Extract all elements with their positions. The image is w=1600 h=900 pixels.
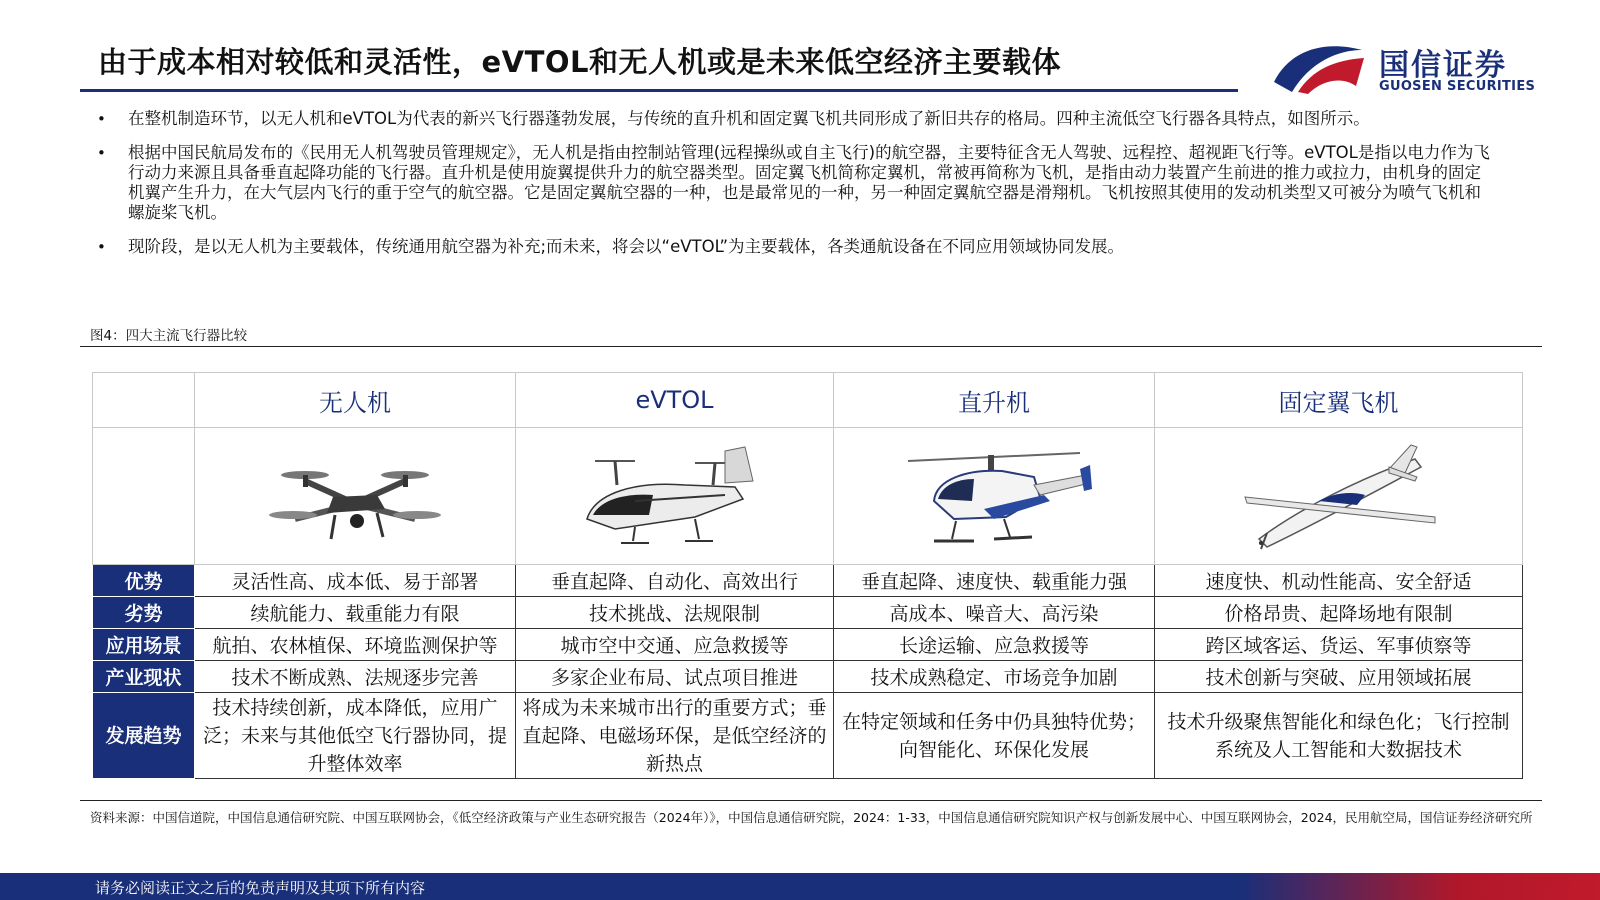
header-blank-cell: [93, 373, 195, 428]
fixed-wing-image: [1239, 439, 1439, 554]
column-header-drone: 无人机: [195, 373, 516, 428]
cell-text: 将成为未来城市出行的重要方式；垂直起降、电磁场环保，是低空经济的新热点: [522, 696, 827, 775]
table-row: [93, 693, 1523, 779]
helicopter-image: [894, 439, 1094, 554]
table-cell: 技术创新与突破、应用领域拓展: [1155, 661, 1523, 693]
footer-accent: [1240, 873, 1600, 900]
cell-text: 在特定领域和任务中仍具独特优势；向智能化、环保化发展: [841, 710, 1146, 761]
source-divider: [80, 800, 1542, 801]
drone-image: [265, 441, 445, 551]
cell-text: 技术升级聚焦智能化和绿色化；飞行控制系统及人工智能和大数据技术: [1167, 710, 1510, 761]
drone-image-cell: [195, 428, 516, 565]
table-cell: 灵活性高、成本低、易于部署: [195, 565, 516, 597]
bullet-item: • 在整机制造环节，以无人机和eVTOL为代表的新兴飞行器蓬勃发展，与传统的直升机和固定翼飞机共同形成了新旧共存的格局。四种主流低空飞行器各具特点，如图所示。: [96, 109, 1496, 129]
title-divider: [80, 89, 1238, 92]
table-cell: 垂直起降、自动化、高效出行: [516, 565, 834, 597]
table-cell: [195, 693, 516, 779]
row-label-advantages: 优势: [93, 565, 195, 597]
table-cell: [516, 693, 834, 779]
fixed-wing-image-cell: [1155, 428, 1523, 565]
figure-caption: 图4：四大主流飞行器比较: [90, 328, 248, 344]
row-label-industry-status: 产业现状: [93, 661, 195, 693]
table-row: [93, 629, 1523, 661]
figure-divider: [80, 346, 1542, 347]
row-label-disadvantages: 劣势: [93, 597, 195, 629]
helicopter-image-cell: [834, 428, 1155, 565]
table-row: [93, 661, 1523, 693]
page-title: 由于成本相对较低和灵活性，eVTOL和无人机或是未来低空经济主要载体: [98, 45, 1062, 79]
table-cell: 技术挑战、法规限制: [516, 597, 834, 629]
table-cell: 续航能力、载重能力有限: [195, 597, 516, 629]
table-cell: 高成本、噪音大、高污染: [834, 597, 1155, 629]
table-cell: 航拍、农林植保、环境监测保护等: [195, 629, 516, 661]
table-cell: 城市空中交通、应急救援等: [516, 629, 834, 661]
bullet-list: [96, 109, 1496, 271]
table-cell: 价格昂贵、起降场地有限制: [1155, 597, 1523, 629]
row-label-applications: 应用场景: [93, 629, 195, 661]
guosen-logo-icon: [1268, 36, 1368, 94]
evtol-image: [575, 441, 775, 551]
table-row: [93, 597, 1523, 629]
column-header-helicopter: 直升机: [834, 373, 1155, 428]
logo-name-en: GUOSEN SECURITIES: [1379, 79, 1536, 94]
table-cell: 技术成熟稳定、市场竞争加剧: [834, 661, 1155, 693]
table-cell: [1155, 693, 1523, 779]
aircraft-comparison-table: [92, 372, 1523, 779]
source-note: 资料来源：中国信道院，中国信息通信研究院、中国互联网协会，《低空经济政策与产业生态研究报告（2024年）》，中国信息通信研究院，2024：1-33，中国信息通信研究院知识产权与创新发展中心、中国互联网协会，2024，民用航空局，国信证券经济研究所: [90, 810, 1533, 825]
column-header-evtol: eVTOL: [516, 373, 834, 428]
bullet-item: • 根据中国民航局发布的《民用无人机驾驶员管理规定》，无人机是指由控制站管理(远程操纵或自主飞行)的航空器，主要特征含无人驾驶、远程控、超视距飞行等。eVTOL是指以电力作为飞行动力来源且具备垂直起降功能的飞行器。直升机是使用旋翼提供升力的航空器类型。固定翼飞机简称定翼机，常被再简称为飞机，是指由动力装置产生前进的推力或拉力，由机身的固定机翼产生升力，在大气层内飞行的重于空气的航空器。它是固定翼航空器的一种，也是最常见的一种，另一种固定翼航空器是滑翔机。飞机按照其使用的发动机类型又可被分为喷气飞机和螺旋桨飞机。: [96, 143, 1496, 223]
table-cell: 多家企业布局、试点项目推进: [516, 661, 834, 693]
table-header-row: [93, 373, 1523, 428]
column-header-fixed-wing: 固定翼飞机: [1155, 373, 1523, 428]
row-label-trends: 发展趋势: [93, 693, 195, 779]
table-cell: 跨区域客运、货运、军事侦察等: [1155, 629, 1523, 661]
table-cell: [834, 693, 1155, 779]
disclaimer-text: 请务必阅读正文之后的免责声明及其项下所有内容: [95, 879, 426, 897]
cell-text: 技术持续创新，成本降低，应用广泛；未来与其他低空飞行器协同，提升整体效率: [202, 696, 507, 775]
image-blank-cell: [93, 428, 195, 565]
table-cell: 技术不断成熟、法规逐步完善: [195, 661, 516, 693]
bullet-item: • 现阶段，是以无人机为主要载体，传统通用航空器为补充;而未来，将会以“eVTOL”为主要载体，各类通航设备在不同应用领域协同发展。: [96, 237, 1496, 257]
logo-name-cn: 国信证券: [1379, 48, 1507, 83]
footer-bar: [0, 873, 1600, 900]
table-cell: 速度快、机动性能高、安全舒适: [1155, 565, 1523, 597]
table-row: [93, 565, 1523, 597]
evtol-image-cell: [516, 428, 834, 565]
company-logo: [1268, 36, 1598, 96]
table-cell: 垂直起降、速度快、载重能力强: [834, 565, 1155, 597]
table-cell: 长途运输、应急救援等: [834, 629, 1155, 661]
image-row: [93, 428, 1523, 565]
